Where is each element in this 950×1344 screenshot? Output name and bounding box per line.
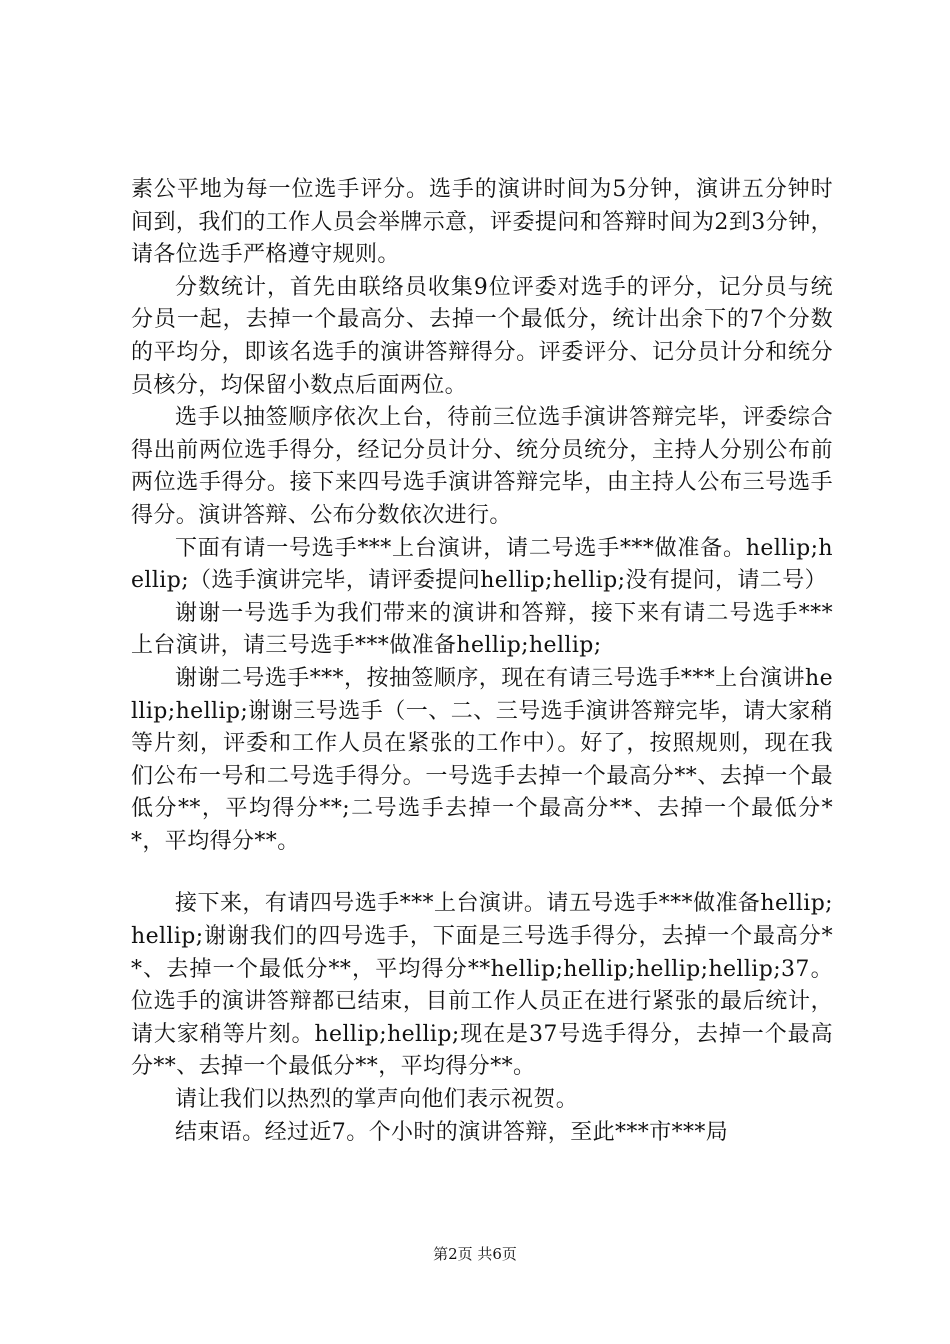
paragraph-contestant-one: 下面有请一号选手***上台演讲，请二号选手***做准备。hellip;hellip;（选手演讲完毕，请评委提问hellip;hellip;没有提问，请二号） <box>131 535 833 594</box>
paragraph-draw-order: 选手以抽签顺序依次上台，待前三位选手演讲答辩完毕，评委综合得出前两位选手得分，经记分员计分、统分员统分，主持人分别公布前两位选手得分。接下来四号选手演讲答辩完毕，由主持人公布三号选手得分。演讲答辩、公布分数依次进行。 <box>131 405 833 528</box>
paragraph-scoring-fairness: 素公平地为每一位选手评分。选手的演讲时间为5分钟，演讲五分钟时间到，我们的工作人员会举牌示意，评委提问和答辩时间为2到3分钟，请各位选手严格遵守规则。 <box>131 177 833 268</box>
paragraph-contestant-four: 接下来，有请四号选手***上台演讲。请五号选手***做准备hellip;hellip;谢谢我们的四号选手，下面是三号选手得分，去掉一个最高分**、去掉一个最低分**，平均得分**hellip;hellip;hellip;hellip;37。位选手的演讲答辩都已结束，目前工作人员正在进行紧张的最后统计，请大家稍等片刻。hellip;hellip;现在是37号选手得分，去掉一个最高分**、去掉一个最低分**，平均得分**。 <box>131 891 833 1080</box>
paragraph-score-statistics: 分数统计，首先由联络员收集9位评委对选手的评分，记分员与统分员一起，去掉一个最高分、去掉一个最低分，统计出余下的7个分数的平均分，即该名选手的演讲答辩得分。评委评分、记分员计分和统分员核分，均保留小数点后面两位。 <box>131 274 833 398</box>
page-number-footer: 第2页 共6页 <box>433 1245 517 1263</box>
document-body <box>131 174 833 1149</box>
paragraph-contestant-two: 谢谢一号选手为我们带来的演讲和答辩，接下来有请二号选手***上台演讲，请三号选手***做准备hellip;hellip; <box>131 600 833 659</box>
paragraph-applause: 请让我们以热烈的掌声向他们表示祝贺。 <box>175 1087 579 1113</box>
paragraph-closing-remarks: 结束语。经过近7。个小时的演讲答辩，至此***市***局 <box>175 1119 729 1145</box>
paragraph-contestant-three: 谢谢二号选手***，按抽签顺序，现在有请三号选手***上台演讲hellip;hellip;谢谢三号选手（一、二、三号选手演讲答辩完毕，请大家稍等片刻，评委和工作人员在紧张的工作中）。好了，按照规则，现在我们公布一号和二号选手得分。一号选手去掉一个最高分**、去掉一个最低分**，平均得分**;二号选手去掉一个最高分**、去掉一个最低分**，平均得分**。 <box>131 665 833 854</box>
